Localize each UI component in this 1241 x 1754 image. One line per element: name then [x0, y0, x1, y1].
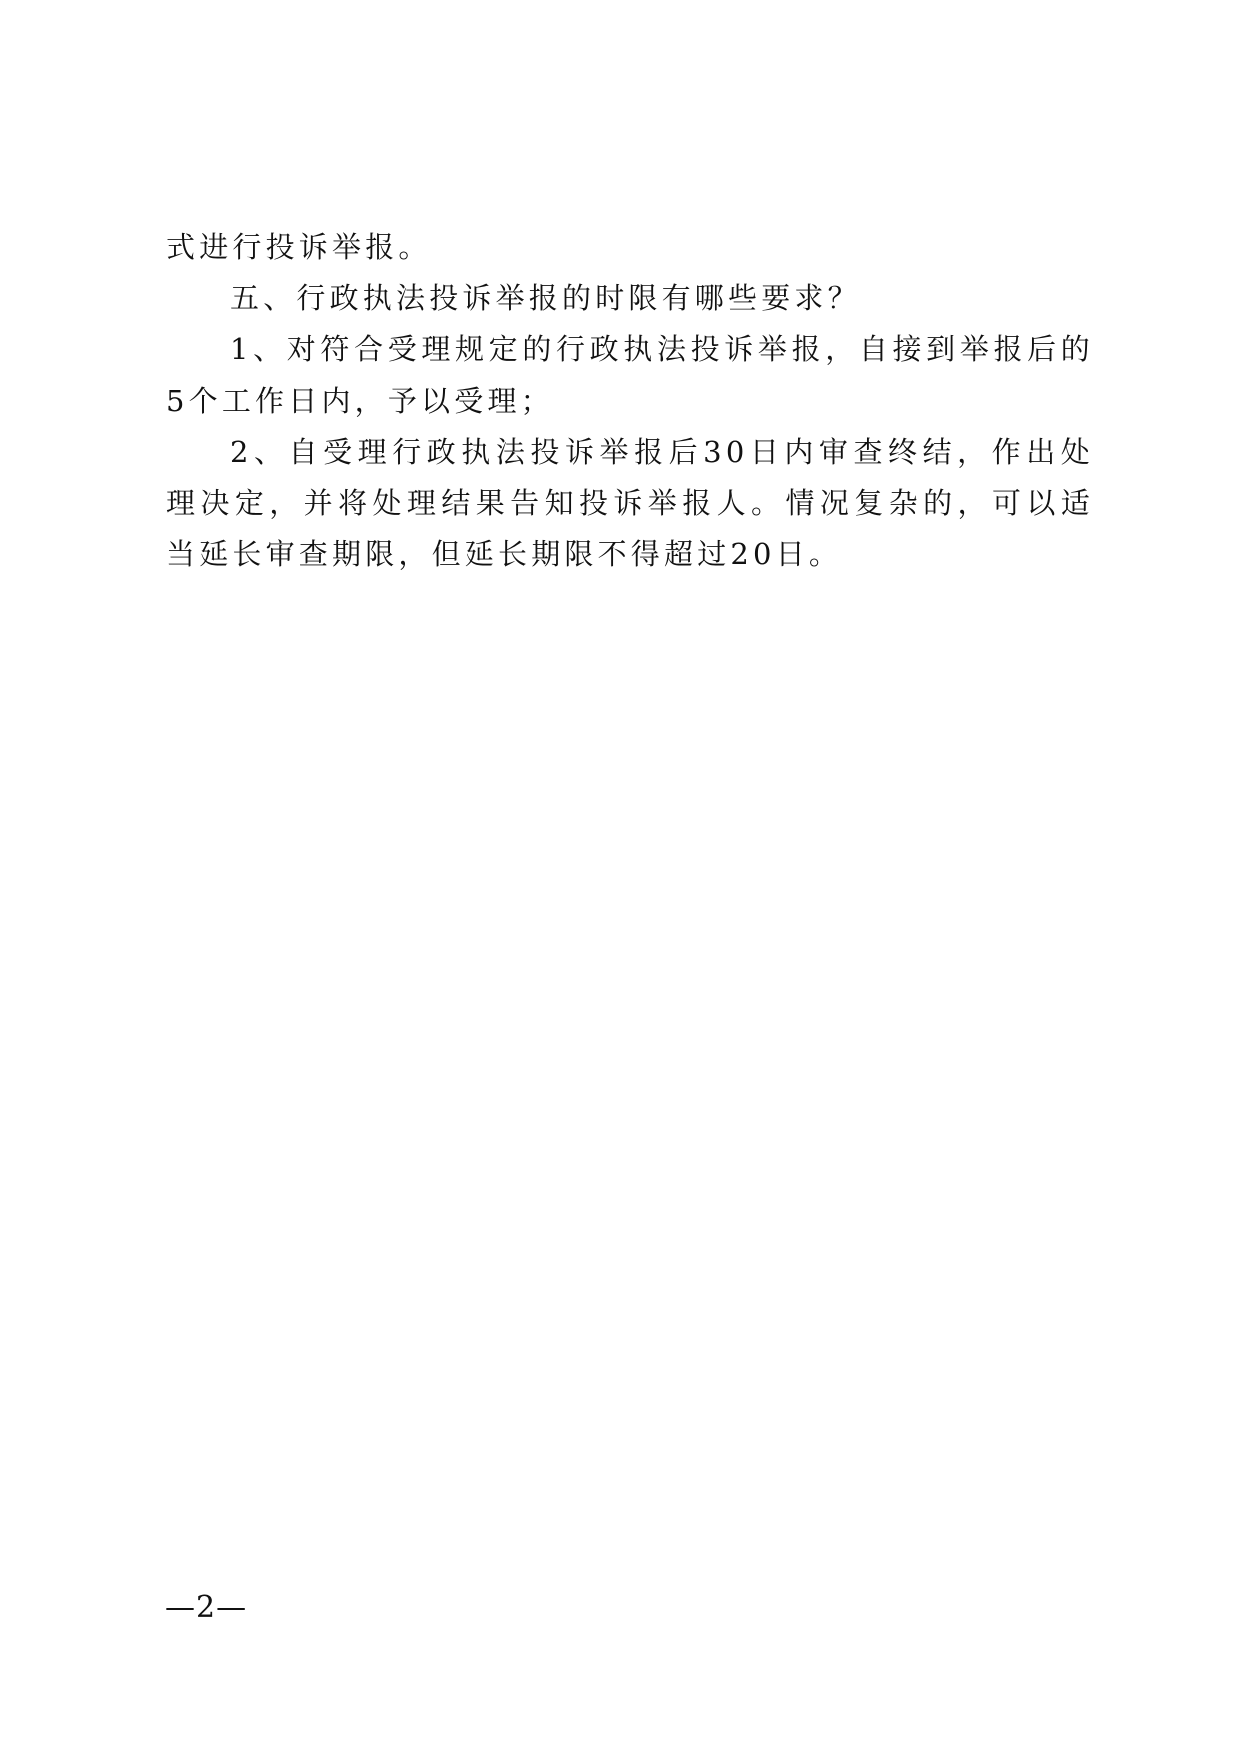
- list-item-1: 1、对符合受理规定的行政执法投诉举报，自接到举报后的5个工作日内，予以受理；: [166, 332, 1094, 418]
- list-item-2: 2、自受理行政执法投诉举报后30日内审查终结，作出处理决定，并将处理结果告知投诉举报人。情况复杂的，可以适当延长审查期限，但延长期限不得超过20日。: [166, 434, 1094, 572]
- section-heading: 五、行政执法投诉举报的时限有哪些要求？: [230, 281, 861, 316]
- document-body: [166, 222, 1094, 580]
- paragraph-continuation: 式进行投诉举报。: [166, 230, 432, 264]
- page-number: —2—: [165, 1590, 248, 1625]
